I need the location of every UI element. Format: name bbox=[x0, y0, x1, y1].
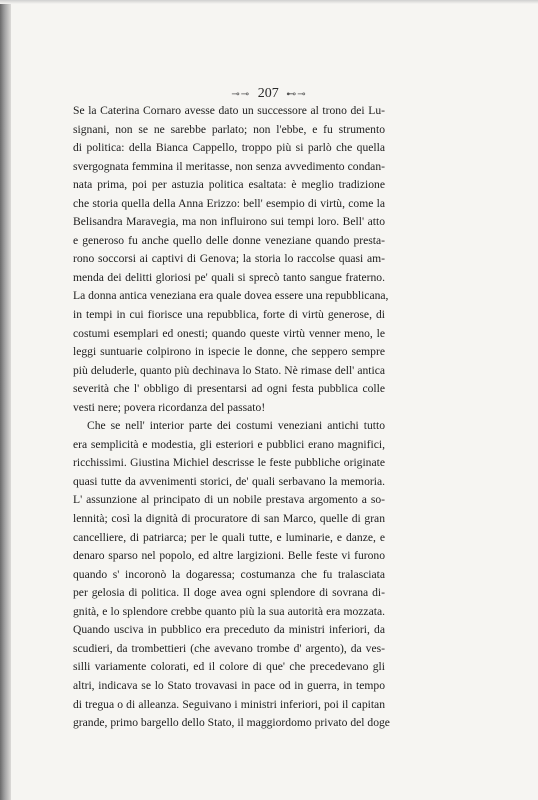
text-line: vesti nere; povera ricordanza del passato! bbox=[73, 400, 266, 414]
text-line: severità che l' obbligo di presentarsi ad ogni festa pubblica colle bbox=[73, 382, 385, 396]
text-line: più deluderle, quanto più dechinava lo Stato. Nè rimase dell' antica bbox=[73, 363, 385, 377]
text-line: e generoso fu anche quello delle donne veneziane quando presta- bbox=[73, 233, 385, 247]
text-line: di politica: della Bianca Cappello, troppo più si parlò che quella bbox=[73, 141, 385, 155]
text-line: altri, indicava se lo Stato trovavasi in pace od in guerra, in tempo bbox=[73, 678, 385, 692]
text-line: menda dei delitti gloriosi pe' quali si sprecò tanto sangue fraterno. bbox=[73, 270, 385, 284]
text-line: grande, primo bargello dello Stato, il maggiordomo privato del doge bbox=[73, 716, 390, 730]
text-line: costumi esemplari ed onesti; quando queste virtù venner meno, le bbox=[73, 326, 385, 340]
text-line: quando s' incoronò la dogaressa; costumanza che fu tralasciata bbox=[73, 567, 385, 581]
paragraph bbox=[73, 102, 389, 417]
page-binding-shadow bbox=[0, 0, 11, 800]
text-line: quasi tutte da avvenimenti storici, de' quali serbavano la memoria. bbox=[73, 474, 385, 488]
text-line: Che se nell' interior parte dei costumi veneziani antichi tutto bbox=[87, 419, 385, 433]
ornament-left: ⊸⊸ bbox=[231, 89, 251, 100]
page-header bbox=[0, 86, 538, 102]
text-line: leggi suntuarie colpirono in ispecie le donne, che seppero sempre bbox=[73, 345, 385, 359]
text-line: svergognata femmina il meritasse, non senza avvedimento condan- bbox=[73, 159, 385, 173]
text-line: nata prima, poi per astuzia politica esaltata: è meglio tradizione bbox=[73, 178, 385, 192]
paragraph bbox=[73, 417, 390, 732]
text-line: La donna antica veneziana era quale dovea essere una repubblicana, bbox=[73, 289, 389, 303]
text-line: rono soccorsi ai captivi di Genova; la storia lo raccolse quasi am- bbox=[73, 252, 385, 266]
text-line: gnità, e lo splendore crebbe quanto più la sua autorità era mozzata. bbox=[73, 604, 385, 618]
text-line: in tempi in cui fiorisce una repubblica, forte di virtù generose, di bbox=[73, 308, 385, 322]
ornament-right: ⊷⊸ bbox=[286, 89, 307, 100]
text-line: signani, non se ne sarebbe parlato; non l'ebbe, e fu strumento bbox=[73, 122, 385, 136]
text-line: scudieri, da trombettieri (che avevano trombe d' argento), da ves- bbox=[73, 641, 385, 655]
text-line: che storia quella della Anna Erizzo: bell' esempio di virtù, come la bbox=[73, 196, 385, 210]
text-line: Belisandra Maravegia, ma non influirono sui tempi loro. Bell' atto bbox=[73, 215, 385, 229]
page-top-edge bbox=[0, 0, 538, 4]
text-line: silli variamente colorati, ed il colore di que' che precedevano gli bbox=[73, 660, 385, 674]
page-number: 207 bbox=[257, 86, 279, 101]
text-line: per gelosia di politica. Il doge avea ogni splendore di sovrana di- bbox=[73, 586, 385, 600]
text-line: denaro sparso nel popolo, ed altre largizioni. Belle feste vi furono bbox=[73, 549, 385, 563]
text-line: di tregua o di alleanza. Seguivano i ministri inferiori, poi il capitan bbox=[73, 697, 385, 711]
text-line: cancelliere, di patriarca; per le quali tutte, e luminarie, e danze, e bbox=[73, 530, 385, 544]
text-line: ricchissimi. Giustina Michiel descrisse le feste pubbliche originate bbox=[73, 456, 385, 470]
text-line: L' assunzione al principato di un nobile prestava argomento a so- bbox=[73, 493, 385, 507]
body-text bbox=[73, 102, 390, 733]
text-line: era semplicità e modestia, gli esteriori e pubblici erano magnifici, bbox=[73, 437, 385, 451]
text-line: Quando usciva in pubblico era preceduto da ministri inferiori, da bbox=[73, 623, 385, 637]
text-line: lennità; così la dignità di procuratore di san Marco, quelle di gran bbox=[73, 512, 385, 526]
text-line: Se la Caterina Cornaro avesse dato un successore al trono dei Lu- bbox=[73, 104, 385, 117]
